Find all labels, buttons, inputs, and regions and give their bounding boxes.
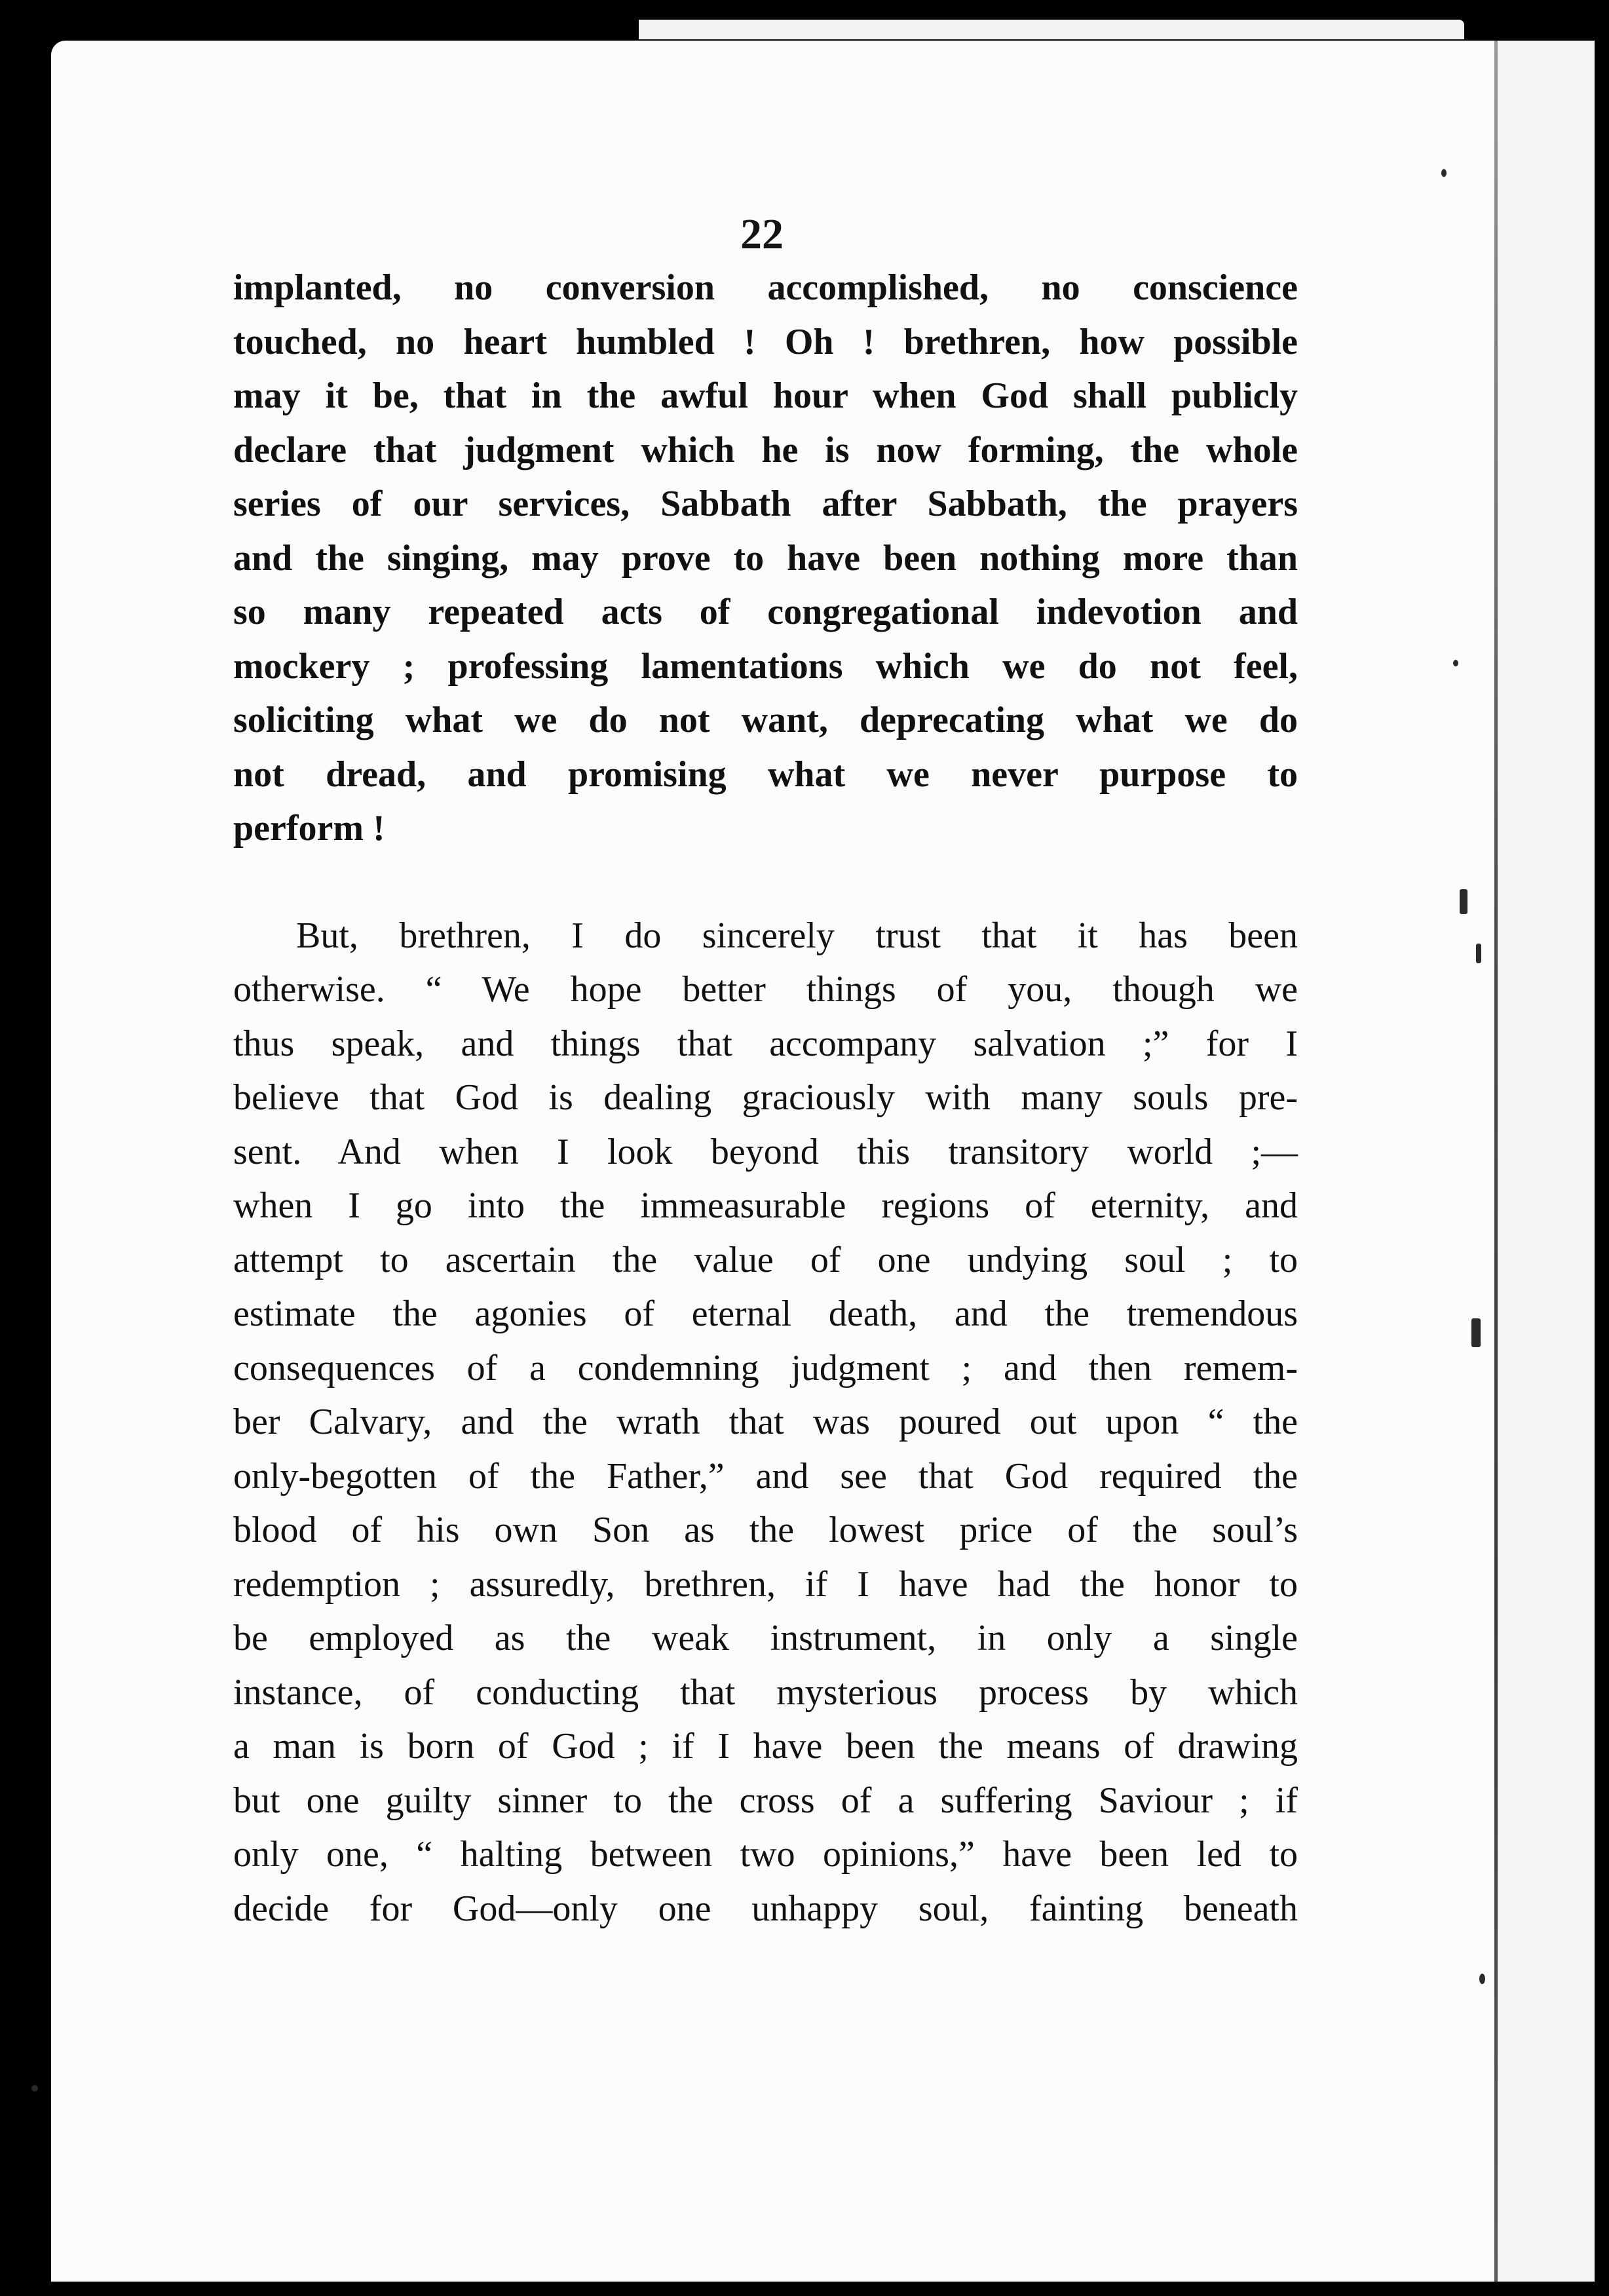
page-body-text xyxy=(233,261,1298,1936)
ink-speck xyxy=(1460,889,1467,914)
paragraph-2 xyxy=(233,909,1298,1936)
page-gutter xyxy=(1498,41,1595,2282)
text-line: sent. And when I look beyond this transitory world ;— xyxy=(233,1131,1298,1172)
text-line: series of our services, Sabbath after Sabbath, the prayers xyxy=(233,484,1298,524)
text-line: decide for God—only one unhappy soul, fainting beneath xyxy=(233,1888,1298,1929)
ink-speck xyxy=(1479,1974,1485,1984)
text-line: be employed as the weak instrument, in only a single xyxy=(233,1618,1298,1658)
text-line: mockery ; professing lamentations which we do not feel, xyxy=(233,645,1298,687)
text-line: may it be, that in the awful hour when God shall publicly xyxy=(233,375,1298,416)
text-line: consequences of a condemning judgment ; and then remem- xyxy=(233,1347,1298,1388)
text-line: thus speak, and things that accompany salvation ;” for I xyxy=(233,1023,1298,1064)
text-line: only one, “ halting between two opinions,” have been led to xyxy=(233,1834,1298,1875)
text-line: implanted, no conversion accomplished, no conscience xyxy=(233,267,1298,308)
text-line: ber Calvary, and the wrath that was poured out upon “ the xyxy=(233,1402,1298,1442)
text-line: blood of his own Son as the lowest price of the soul’s xyxy=(233,1510,1298,1550)
ink-speck xyxy=(1453,660,1458,666)
ink-speck xyxy=(1471,1318,1481,1347)
paragraph-1 xyxy=(233,261,1298,856)
text-line: touched, no heart humbled ! Oh ! brethren, how possible xyxy=(233,321,1298,362)
text-line: estimate the agonies of eternal death, and the tremendous xyxy=(233,1293,1298,1334)
text-line: otherwise. “ We hope better things of you, though we xyxy=(233,969,1298,1010)
text-line: and the singing, may prove to have been nothing more than xyxy=(233,537,1298,579)
paragraph-gap xyxy=(233,856,1298,909)
text-line: redemption ; assuredly, brethren, if I have had the honor to xyxy=(233,1563,1298,1605)
ink-speck xyxy=(1441,169,1447,177)
ink-speck xyxy=(31,2085,38,2092)
text-line: But, brethren, I do sincerely trust that it has been xyxy=(296,915,1298,956)
text-line: but one guilty sinner to the cross of a suffering Saviour ; if xyxy=(233,1780,1298,1821)
text-line: not dread, and promising what we never purpose to xyxy=(233,754,1298,795)
text-line: declare that judgment which he is now forming, the whole xyxy=(233,429,1298,470)
text-line: so many repeated acts of congregational indevotion and xyxy=(233,592,1298,632)
text-line: perform ! xyxy=(233,808,385,849)
text-line: soliciting what we do not want, deprecating what we do xyxy=(233,700,1298,740)
page-number: 22 xyxy=(740,210,784,258)
next-page-edge xyxy=(639,20,1464,39)
text-line: instance, of conducting that mysterious process by which xyxy=(233,1672,1298,1713)
text-line: attempt to ascertain the value of one undying soul ; to xyxy=(233,1239,1298,1280)
ink-speck xyxy=(1476,944,1481,963)
text-line: believe that God is dealing graciously with many souls pre- xyxy=(233,1077,1298,1118)
text-line: when I go into the immeasurable regions of eternity, and xyxy=(233,1185,1298,1226)
page-fold-line xyxy=(1494,41,1498,2282)
text-line: a man is born of God ; if I have been the means of drawing xyxy=(233,1726,1298,1767)
text-line: only-begotten of the Father,” and see that God required the xyxy=(233,1455,1298,1497)
